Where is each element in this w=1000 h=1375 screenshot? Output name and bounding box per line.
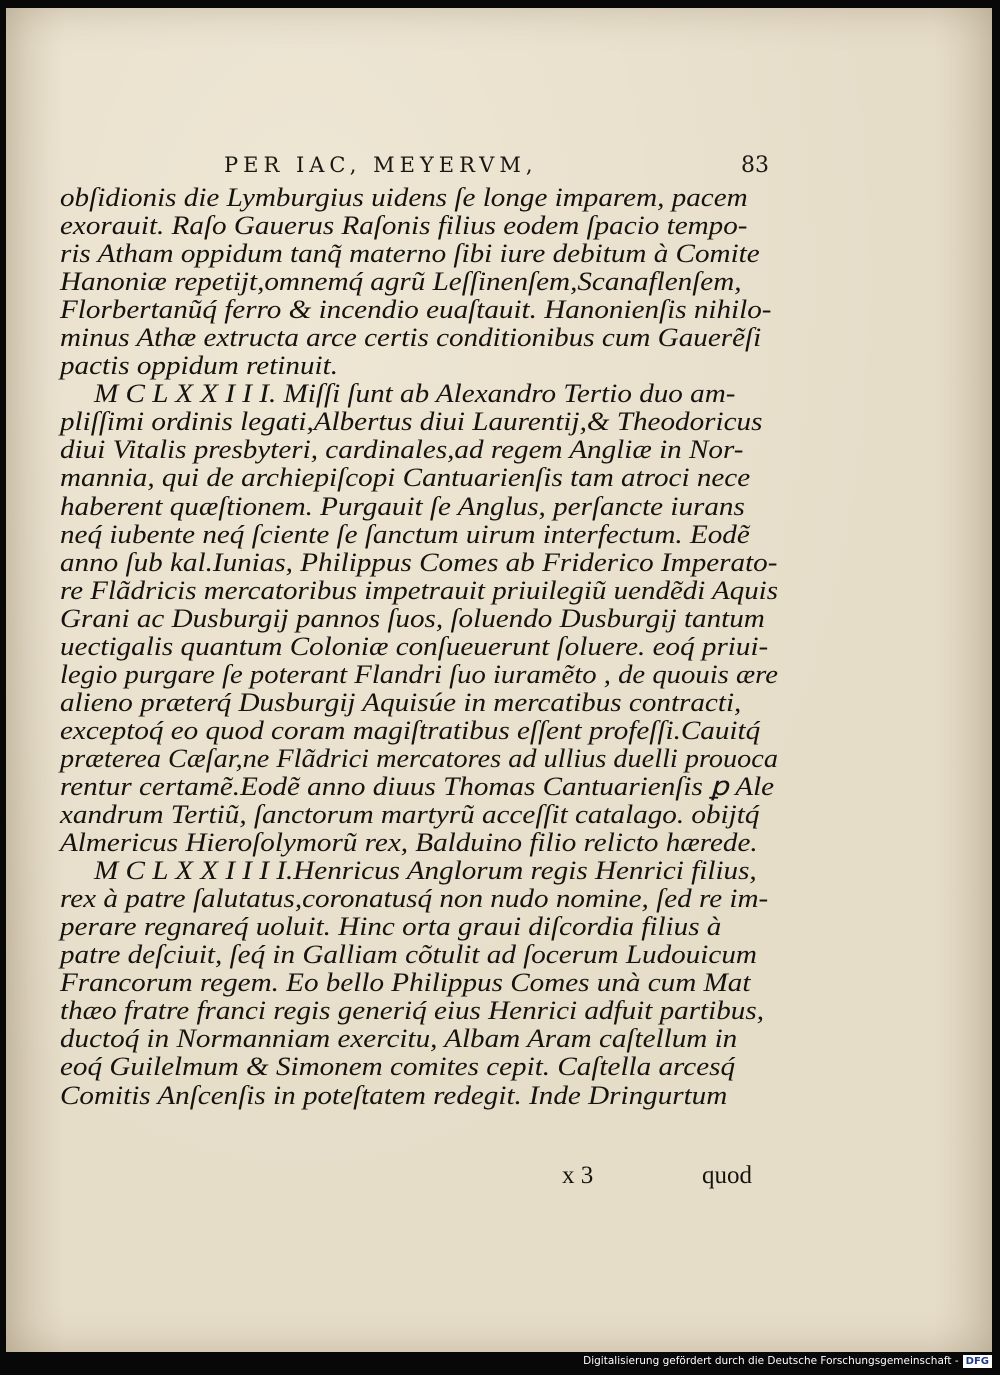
- text-line: xandrum Tertiũ, ſanctorum martyrũ acceſſit catalago. obijtq́: [60, 800, 760, 830]
- text-line: anno ſub kal.Iunias, Philippus Comes ab Friderico Imperato-: [60, 547, 778, 577]
- credit-text: Digitalisierung gefördert durch die Deutsche Forschungsgemeinschaft -: [583, 1355, 959, 1367]
- text-line: haberent quæſtionem. Purgauit ſe Anglus, perſancte iurans: [60, 491, 745, 521]
- text-line: Florbertanũq́ ferro & incendio euaſtauit. Hanonienſis nihilo-: [60, 295, 772, 325]
- text-line: Hanoniæ repetijt,omnemq́ agrũ Leſſinenſem,Scanaflenſem,: [60, 267, 742, 297]
- text-line: Almericus Hieroſolymorũ rex, Balduino filio relicto hærede.: [60, 828, 758, 858]
- text-line: mannia, qui de archiepiſcopi Cantuarienſis tam atroci nece: [60, 463, 751, 493]
- text-line: rentur certamẽ.Eodẽ anno diuus Thomas Cantuarienſis ꝑ Ale: [60, 771, 775, 801]
- text-line: Francorum regem. Eo bello Philippus Comes unà cum Mat: [60, 968, 751, 998]
- text-line: ris Atham oppidum tanq̃ materno ſibi iure debitum à Comite: [60, 239, 760, 269]
- text-line: uectigalis quantum Coloniæ conſueuerunt ſoluere. eoq́ priui-: [60, 631, 769, 661]
- book-page: [6, 8, 992, 1352]
- page-header: [224, 153, 769, 181]
- text-line: neq́ iubente neq́ ſciente ſe ſanctum uirum interfectum. Eodẽ: [60, 519, 750, 549]
- text-line: minus Athæ extructa arce certis conditionibus cum Gauerẽſi: [60, 323, 762, 353]
- text-line: Grani ac Dusburgij pannos ſuos, ſoluendo Dusburgij tantum: [60, 603, 765, 633]
- text-line: pactis oppidum retinuit.: [60, 351, 338, 381]
- text-line: obſidionis die Lymburgius uidens ſe longe imparem, pacem: [60, 183, 748, 212]
- text-line: eoq́ Guilelmum & Simonem comites cepit. Caſtella arcesq́: [60, 1052, 736, 1082]
- text-line: M C L X X I I I. Miſſi ſunt ab Alexandro Tertio duo am-: [94, 379, 736, 409]
- running-head: PER IAC, MEYERVM,: [224, 153, 538, 177]
- text-line: exceptoq́ eo quod coram magiſtratibus eſſent profeſſi.Cauitq́: [60, 715, 761, 745]
- text-line: diui Vitalis presbyteri, cardinales,ad regem Angliæ in Nor-: [60, 435, 744, 465]
- text-line: re Flãdricis mercatoribus impetrauit priuilegiũ uendẽdi Aquis: [60, 575, 778, 605]
- digitization-credit: [583, 1353, 992, 1369]
- text-line: legio purgare ſe poterant Flandri ſuo iuramẽto , de quouis ære: [60, 659, 778, 689]
- signature-line: [562, 1162, 752, 1192]
- text-line: M C L X X I I I I.Henricus Anglorum regis Henrici filius,: [94, 856, 757, 886]
- text-line: præterea Cæſar,ne Flãdrici mercatores ad ullius duelli prouoca: [60, 743, 778, 773]
- text-line: pliſſimi ordinis legati,Albertus diui Laurentij,& Theodoricus: [60, 407, 763, 437]
- text-line: patre deſciuit, ſeq́ in Galliam cõtulit ad ſocerum Ludouicum: [60, 940, 757, 970]
- text-line: perare regnareq́ uoluit. Hinc orta graui diſcordia filius à: [60, 912, 722, 942]
- text-line: alieno præterq́ Dusburgij Aquisúe in mercatibus contracti,: [60, 687, 742, 717]
- text-line: exorauit. Raſo Gauerus Raſonis filius eodem ſpacio tempo-: [60, 211, 748, 241]
- page-number: 83: [741, 153, 769, 178]
- text-line: rex à patre ſalutatus,coronatusq́ non nudo nomine, ſed re im-: [60, 884, 769, 914]
- text-line: Comitis Anſcenſis in poteſtatem redegit. Inde Dringurtum: [60, 1080, 728, 1110]
- text-line: ductoq́ in Normanniam exercitu, Albam Aram caſtellum in: [60, 1024, 738, 1054]
- text-line: thæo fratre franci regis generiq́ eius Henrici adfuit partibus,: [60, 996, 764, 1026]
- signature-mark: x 3: [562, 1162, 594, 1189]
- dfg-logo: DFG: [963, 1355, 992, 1368]
- body-text: [60, 184, 778, 1110]
- catchword: quod: [702, 1162, 752, 1189]
